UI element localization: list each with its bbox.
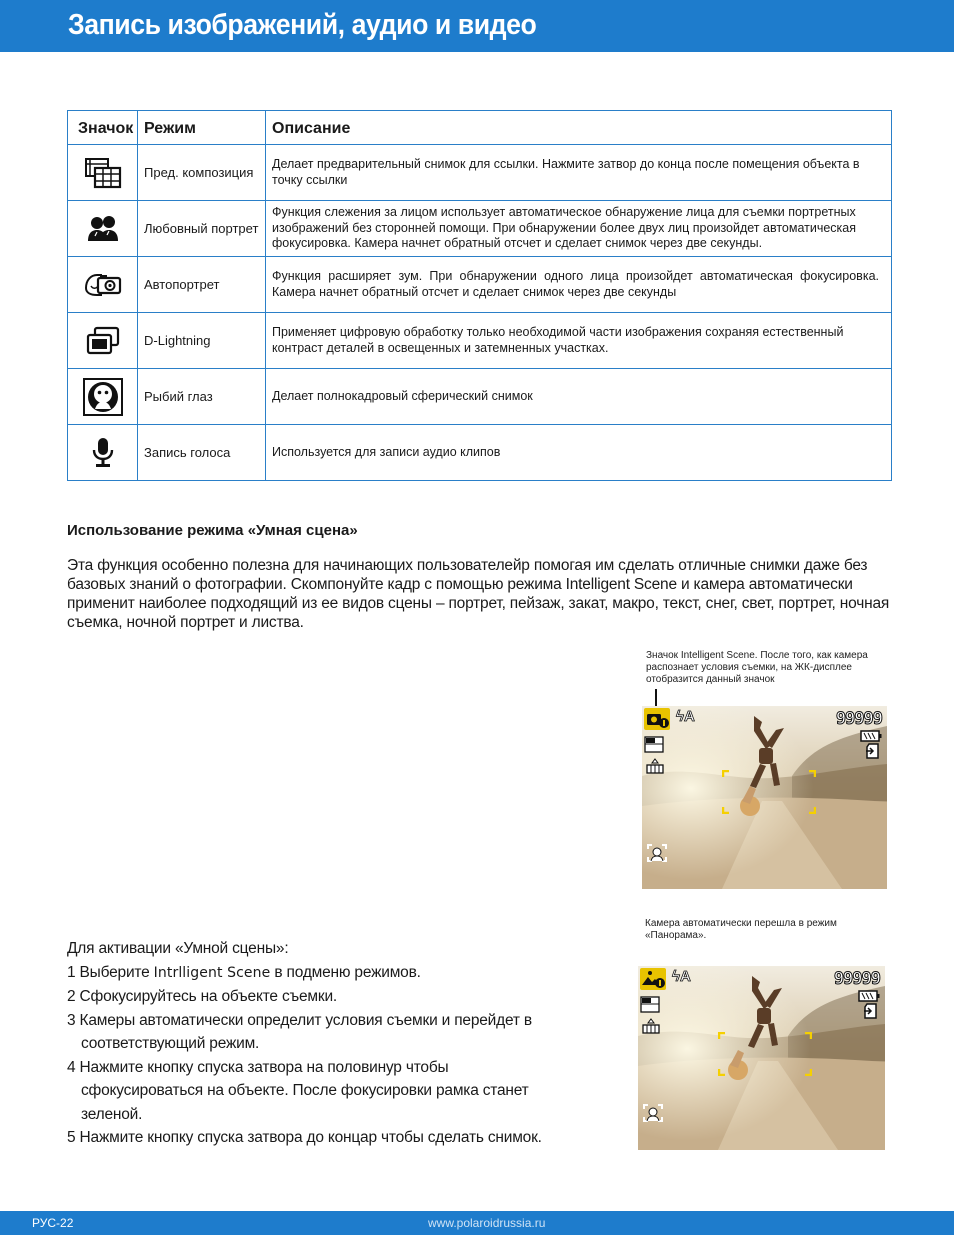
face-detect-icon (647, 844, 667, 862)
website-link[interactable]: www.polaroidrussia.ru (428, 1216, 546, 1230)
flash-auto-indicator: ϟA (672, 968, 691, 985)
header-mode: Режим (138, 111, 266, 145)
quality-icon (642, 1018, 660, 1034)
section-title: Использование режима «Умная сцена» (67, 522, 358, 539)
landscape-scene-icon (640, 968, 666, 990)
mode-label: Любовный портрет (138, 201, 266, 257)
table-row (68, 145, 892, 201)
focus-frame (718, 1032, 812, 1076)
header-description: Описание (266, 111, 892, 145)
table-row (68, 425, 892, 481)
mode-description: Используется для записи аудио клипов (266, 425, 892, 481)
footer-bar (0, 1211, 954, 1235)
modes-table (67, 110, 892, 481)
table-row (68, 257, 892, 313)
mode-description: Делает предварительный снимок для ссылки. Нажмите затвор до конца после помещения объекта в точку ссылки (266, 145, 892, 201)
step-1-prefix: 1 Выберите (67, 963, 154, 981)
step-4-continued: сфокусироваться на объекте. После фокусировки рамка станет (81, 1082, 529, 1099)
step-1-scene-name: Intrlligent Scene (153, 964, 271, 981)
d-lightning-icon (85, 326, 121, 356)
image-size-icon (644, 736, 664, 753)
header-icon: Значок (68, 111, 138, 145)
pre-composition-icon (84, 157, 122, 189)
flash-auto-indicator: ϟA (676, 708, 695, 725)
face-detect-icon (643, 1104, 663, 1122)
mode-label: Пред. композиция (138, 145, 266, 201)
focus-frame (722, 770, 816, 814)
fisheye-icon (82, 377, 124, 417)
camera-screen-intelligent (642, 706, 887, 889)
mode-label: Автопортрет (138, 257, 266, 313)
self-portrait-icon (83, 270, 123, 300)
storage-icon (865, 743, 881, 759)
mode-label: D-Lightning (138, 313, 266, 369)
step-1 (67, 961, 587, 986)
table-row (68, 369, 892, 425)
activation-steps (67, 937, 587, 1150)
intelligent-scene-icon (644, 708, 670, 730)
caption-pointer (655, 689, 657, 707)
mode-label: Рыбий глаз (138, 369, 266, 425)
header-bar (0, 0, 954, 52)
caption-intelligent-scene: Значок Intelligent Scene. После того, как камера распознает условия съемки, на ЖК-дисплее отобразится данный значок (646, 650, 868, 685)
camera-screen-landscape (638, 966, 885, 1150)
shots-remaining: 99999 (835, 709, 882, 729)
intro-paragraph: Эта функция особенно полезна для начинающих пользователейр помогая им сделать отличные снимки даже без базовых знаний о фотографии. Скомпонуйте кадр с помощью режима Intelligent Scene и камера автоматически применит наиболее подходящий из ее видов сцены – портрет, пейзаж, закат, макро, текст, снег, свет, портрет, ночная съемка, ночной портрет и листва. (67, 557, 890, 631)
table-header-row (68, 111, 892, 145)
step-2: 2 Сфокусируйтесь на объекте съемки. (67, 988, 338, 1005)
mode-label: Запись голоса (138, 425, 266, 481)
voice-record-icon (90, 437, 116, 469)
page-title: Запись изображений, аудио и видео (68, 9, 537, 41)
battery-icon (858, 990, 880, 1002)
love-portrait-icon (87, 214, 119, 244)
step-3-continued: соответствующий режим. (81, 1035, 260, 1052)
mode-description: Функция слежения за лицом использует автоматическое обнаружение лица для съемки портретных изображений без сторонней помощи. При обнаружении более двух лиц произойдет автоматическая фокусировка. Камера начнет обратный отсчет и сделает снимок через две секунды. (266, 201, 892, 257)
steps-intro: Для активации «Умной сцены»: (67, 940, 289, 957)
caption-panorama: Камера автоматически перешла в режим «Панорама». (645, 918, 837, 941)
step-1-suffix: в подменю режимов. (270, 963, 421, 981)
mode-description: Применяет цифровую обработку только необходимой части изображения сохраняя естественный контраст деталей в освещенных и затемненных участках. (266, 313, 892, 369)
table-row (68, 201, 892, 257)
battery-icon (860, 730, 882, 742)
storage-icon (863, 1003, 879, 1019)
mode-description: Функция расширяет зум. При обнаружении одного лица произойдет автоматическая фокусировка. Камера начнет обратный отсчет и сделает снимок через две секунды (266, 257, 892, 313)
step-5: 5 Нажмите кнопку спуска затвора до концар чтобы сделать снимок. (67, 1129, 542, 1146)
quality-icon (646, 758, 664, 774)
page-number: РУС-22 (32, 1216, 74, 1230)
mode-description: Делает полнокадровый сферический снимок (266, 369, 892, 425)
image-size-icon (640, 996, 660, 1013)
shots-remaining: 99999 (833, 969, 880, 989)
step-3: 3 Камеры автоматически определит условия съемки и перейдет в (67, 1011, 532, 1029)
table-row (68, 313, 892, 369)
step-4: 4 Нажмите кнопку спуска затвора на половинур чтобы (67, 1058, 449, 1076)
step-4-continued-2: зеленой. (81, 1105, 143, 1123)
